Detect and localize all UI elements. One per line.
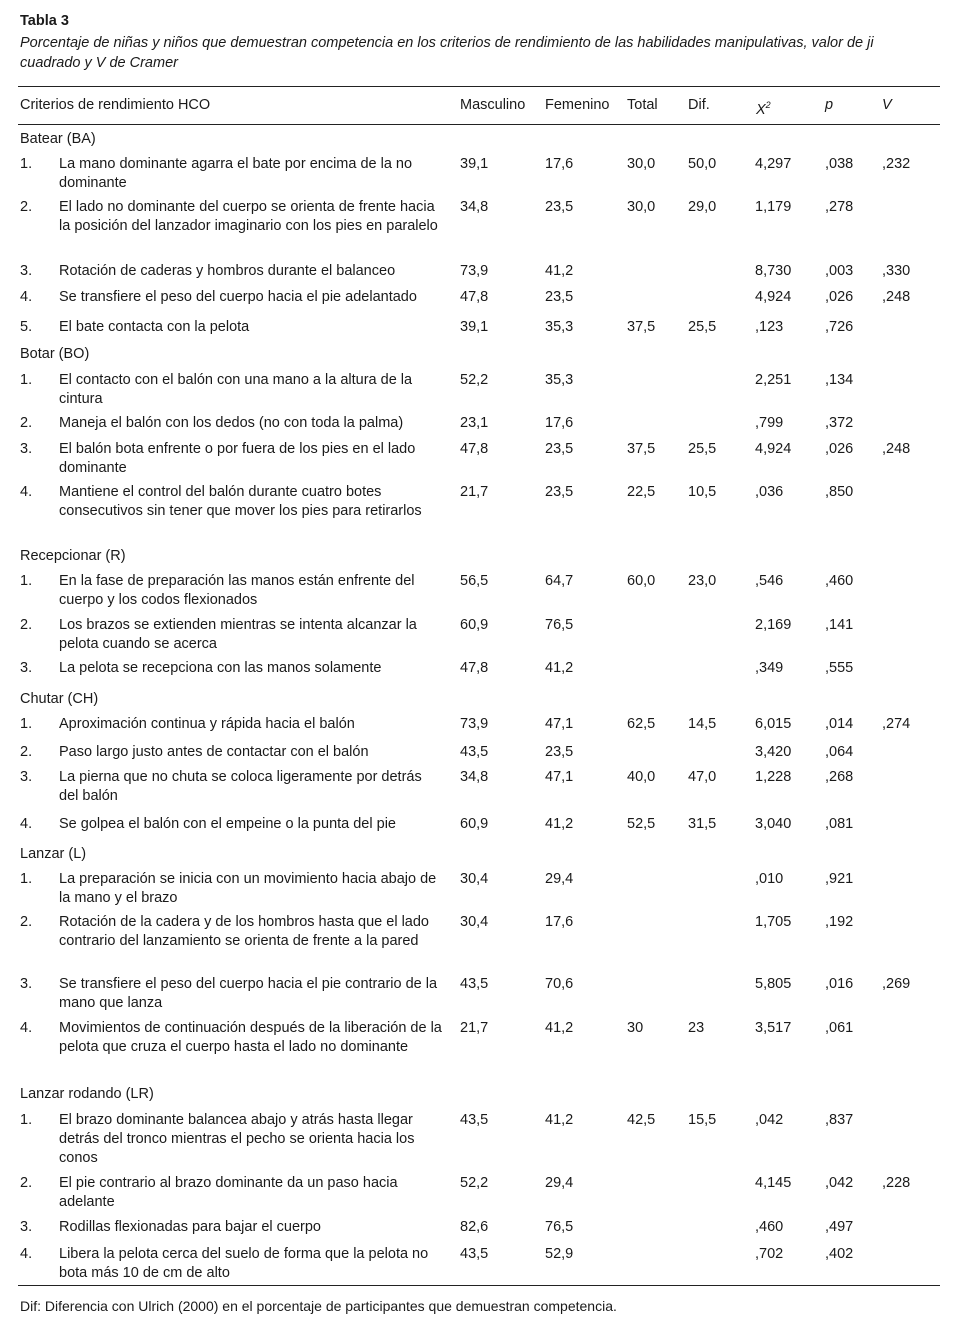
- cell-fem: 47,1: [545, 716, 574, 732]
- cell-p: ,555: [825, 660, 854, 676]
- cell-n: 3.: [20, 1219, 33, 1235]
- top-rule: [18, 86, 940, 87]
- cell-n: 4.: [20, 1246, 33, 1262]
- cell-masc: 43,5: [460, 1112, 489, 1128]
- section-title: Batear (BA): [20, 131, 96, 147]
- cell-desc: El brazo dominante balancea abajo y atrás hasta llegar detrás del tronco mientras el pecho se orienta hacia los conos: [59, 1112, 415, 1167]
- cell-chi: ,042: [755, 1112, 784, 1128]
- cell-n: 3.: [20, 976, 33, 992]
- cell-desc: Rotación de caderas y hombros durante el balanceo: [59, 263, 396, 279]
- cell-fem: 23,5: [545, 744, 574, 760]
- cell-desc: Mantiene el control del balón durante cuatro botes consecutivos sin tener que mover los pies para retirarlos: [59, 484, 422, 520]
- cell-total: 60,0: [627, 573, 656, 589]
- header-dif: Dif.: [688, 97, 710, 113]
- cell-chi: 8,730: [755, 263, 792, 279]
- table-caption: Porcentaje de niñas y niños que demuestran competencia en los criterios de rendimiento de las habilidades manipulativas, valor de ji cuadrado y V de Cramer: [20, 35, 874, 71]
- cell-fem: 17,6: [545, 415, 574, 431]
- cell-chi: 3,420: [755, 744, 792, 760]
- cell-desc: La pelota se recepciona con las manos solamente: [59, 660, 382, 676]
- cell-p: ,026: [825, 441, 854, 457]
- cell-fem: 23,5: [545, 199, 574, 215]
- cell-desc: Aproximación continua y rápida hacia el balón: [59, 716, 355, 732]
- cell-n: 4.: [20, 816, 33, 832]
- cell-masc: 21,7: [460, 1020, 489, 1036]
- cell-fem: 64,7: [545, 573, 574, 589]
- header-criteria: Criterios de rendimiento HCO: [20, 97, 211, 113]
- cell-masc: 21,7: [460, 484, 489, 500]
- cell-n: 3.: [20, 263, 33, 279]
- cell-chi: 2,251: [755, 372, 792, 388]
- bottom-rule: [18, 1285, 940, 1286]
- cell-fem: 23,5: [545, 289, 574, 305]
- cell-total: 40,0: [627, 769, 656, 785]
- section-title: Botar (BO): [20, 346, 90, 362]
- cell-desc: Movimientos de continuación después de la liberación de la pelota que cruza el cuerpo hasta el lado no dominante: [59, 1020, 442, 1056]
- cell-masc: 60,9: [460, 617, 489, 633]
- cell-p: ,372: [825, 415, 854, 431]
- cell-desc: El balón bota enfrente o por fuera de los pies en el lado dominante: [59, 441, 416, 477]
- cell-chi: ,460: [755, 1219, 784, 1235]
- cell-desc: Rodillas flexionadas para bajar el cuerpo: [59, 1219, 321, 1235]
- cell-fem: 23,5: [545, 484, 574, 500]
- cell-masc: 52,2: [460, 372, 489, 388]
- cell-masc: 39,1: [460, 319, 489, 335]
- cell-desc: La pierna que no chuta se coloca ligeramente por detrás del balón: [59, 769, 422, 805]
- header-chi-base: X: [756, 102, 766, 118]
- section-title: Chutar (CH): [20, 691, 99, 707]
- cell-v: ,232: [882, 156, 911, 172]
- cell-dif: 23,0: [688, 573, 717, 589]
- cell-v: ,269: [882, 976, 911, 992]
- cell-n: 2.: [20, 617, 33, 633]
- cell-fem: 29,4: [545, 871, 574, 887]
- cell-chi: ,799: [755, 415, 784, 431]
- section-title: Lanzar rodando (LR): [20, 1086, 154, 1102]
- cell-p: ,497: [825, 1219, 854, 1235]
- cell-masc: 34,8: [460, 769, 489, 785]
- cell-desc: En la fase de preparación las manos están enfrente del cuerpo y los codos flexionados: [59, 573, 415, 609]
- cell-fem: 76,5: [545, 1219, 574, 1235]
- cell-masc: 82,6: [460, 1219, 489, 1235]
- cell-p: ,278: [825, 199, 854, 215]
- cell-n: 2.: [20, 1175, 33, 1191]
- cell-n: 1.: [20, 716, 33, 732]
- cell-n: 4.: [20, 1020, 33, 1036]
- cell-masc: 73,9: [460, 263, 489, 279]
- cell-n: 4.: [20, 289, 33, 305]
- cell-chi: ,702: [755, 1246, 784, 1262]
- cell-masc: 43,5: [460, 1246, 489, 1262]
- cell-dif: 25,5: [688, 441, 717, 457]
- cell-p: ,061: [825, 1020, 854, 1036]
- cell-desc: La mano dominante agarra el bate por encima de la no dominante: [59, 156, 413, 192]
- cell-masc: 39,1: [460, 156, 489, 172]
- cell-v: ,274: [882, 716, 911, 732]
- cell-fem: 76,5: [545, 617, 574, 633]
- cell-masc: 30,4: [460, 914, 489, 930]
- cell-n: 1.: [20, 871, 33, 887]
- cell-n: 3.: [20, 660, 33, 676]
- cell-v: ,330: [882, 263, 911, 279]
- cell-fem: 41,2: [545, 263, 574, 279]
- cell-desc: La preparación se inicia con un movimiento hacia abajo de la mano y el brazo: [59, 871, 437, 907]
- cell-fem: 29,4: [545, 1175, 574, 1191]
- header-rule: [18, 124, 940, 125]
- cell-n: 1.: [20, 1112, 33, 1128]
- cell-desc: Se golpea el balón con el empeine o la punta del pie: [59, 816, 396, 832]
- cell-dif: 23: [688, 1020, 705, 1036]
- cell-fem: 17,6: [545, 914, 574, 930]
- cell-chi: 4,924: [755, 441, 792, 457]
- cell-total: 30,0: [627, 156, 656, 172]
- section-title: Lanzar (L): [20, 846, 87, 862]
- cell-desc: El lado no dominante del cuerpo se orienta de frente hacia la posición del lanzador imaginario con los pies en paralelo: [59, 199, 438, 235]
- cell-v: ,248: [882, 441, 911, 457]
- cell-n: 1.: [20, 372, 33, 388]
- cell-total: 30,0: [627, 199, 656, 215]
- cell-chi: 1,179: [755, 199, 792, 215]
- cell-dif: 14,5: [688, 716, 717, 732]
- cell-dif: 50,0: [688, 156, 717, 172]
- cell-masc: 73,9: [460, 716, 489, 732]
- cell-fem: 41,2: [545, 816, 574, 832]
- cell-v: ,228: [882, 1175, 911, 1191]
- cell-chi: 3,517: [755, 1020, 792, 1036]
- cell-chi: ,123: [755, 319, 784, 335]
- cell-n: 4.: [20, 484, 33, 500]
- cell-p: ,837: [825, 1112, 854, 1128]
- cell-masc: 47,8: [460, 660, 489, 676]
- cell-dif: 47,0: [688, 769, 717, 785]
- header-femenino: Femenino: [545, 97, 610, 113]
- cell-masc: 43,5: [460, 744, 489, 760]
- cell-chi: 1,705: [755, 914, 792, 930]
- cell-dif: 10,5: [688, 484, 717, 500]
- footnote: Dif: Diferencia con Ulrich (2000) en el porcentaje de participantes que demuestran competencia.: [20, 1298, 617, 1314]
- cell-p: ,192: [825, 914, 854, 930]
- cell-fem: 17,6: [545, 156, 574, 172]
- cell-chi: ,349: [755, 660, 784, 676]
- cell-fem: 41,2: [545, 1112, 574, 1128]
- cell-p: ,081: [825, 816, 854, 832]
- cell-total: 52,5: [627, 816, 656, 832]
- cell-chi: 4,924: [755, 289, 792, 305]
- cell-n: 2.: [20, 744, 33, 760]
- cell-v: ,248: [882, 289, 911, 305]
- cell-desc: Libera la pelota cerca del suelo de forma que la pelota no bota más 10 de cm de alto: [59, 1246, 429, 1282]
- cell-desc: Rotación de la cadera y de los hombros hasta que el lado contrario del lanzamiento se orienta de frente a la pared: [59, 914, 429, 950]
- cell-masc: 23,1: [460, 415, 489, 431]
- cell-n: 2.: [20, 199, 33, 215]
- cell-chi: ,036: [755, 484, 784, 500]
- cell-desc: Paso largo justo antes de contactar con el balón: [59, 744, 369, 760]
- cell-total: 62,5: [627, 716, 656, 732]
- cell-p: ,268: [825, 769, 854, 785]
- cell-p: ,026: [825, 289, 854, 305]
- cell-total: 22,5: [627, 484, 656, 500]
- cell-total: 42,5: [627, 1112, 656, 1128]
- cell-chi: 3,040: [755, 816, 792, 832]
- cell-desc: Maneja el balón con los dedos (no con toda la palma): [59, 415, 404, 431]
- cell-fem: 47,1: [545, 769, 574, 785]
- cell-p: ,014: [825, 716, 854, 732]
- cell-p: ,402: [825, 1246, 854, 1262]
- cell-n: 5.: [20, 319, 33, 335]
- cell-p: ,042: [825, 1175, 854, 1191]
- cell-masc: 30,4: [460, 871, 489, 887]
- cell-p: ,921: [825, 871, 854, 887]
- cell-chi: ,010: [755, 871, 784, 887]
- cell-fem: 35,3: [545, 372, 574, 388]
- cell-p: ,003: [825, 263, 854, 279]
- cell-chi: 5,805: [755, 976, 792, 992]
- cell-fem: 23,5: [545, 441, 574, 457]
- cell-n: 3.: [20, 769, 33, 785]
- header-chi-sup: 2: [765, 100, 771, 110]
- cell-p: ,141: [825, 617, 854, 633]
- cell-p: ,038: [825, 156, 854, 172]
- cell-dif: 25,5: [688, 319, 717, 335]
- cell-desc: El bate contacta con la pelota: [59, 319, 250, 335]
- cell-n: 2.: [20, 914, 33, 930]
- table-label: Tabla 3: [20, 13, 69, 29]
- cell-masc: 60,9: [460, 816, 489, 832]
- cell-dif: 15,5: [688, 1112, 717, 1128]
- cell-p: ,134: [825, 372, 854, 388]
- cell-total: 37,5: [627, 441, 656, 457]
- cell-chi: 2,169: [755, 617, 792, 633]
- cell-desc: Se transfiere el peso del cuerpo hacia el pie adelantado: [59, 289, 417, 305]
- cell-fem: 35,3: [545, 319, 574, 335]
- cell-masc: 52,2: [460, 1175, 489, 1191]
- cell-p: ,850: [825, 484, 854, 500]
- cell-n: 2.: [20, 415, 33, 431]
- cell-total: 30: [627, 1020, 644, 1036]
- cell-desc: El contacto con el balón con una mano a la altura de la cintura: [59, 372, 413, 408]
- cell-fem: 41,2: [545, 1020, 574, 1036]
- cell-chi: 4,297: [755, 156, 792, 172]
- cell-n: 1.: [20, 156, 33, 172]
- cell-chi: ,546: [755, 573, 784, 589]
- cell-chi: 1,228: [755, 769, 792, 785]
- cell-chi: 4,145: [755, 1175, 792, 1191]
- cell-n: 1.: [20, 573, 33, 589]
- cell-p: ,064: [825, 744, 854, 760]
- cell-fem: 52,9: [545, 1246, 574, 1262]
- cell-desc: Los brazos se extienden mientras se intenta alcanzar la pelota cuando se acerca: [59, 617, 417, 653]
- cell-masc: 56,5: [460, 573, 489, 589]
- cell-masc: 47,8: [460, 289, 489, 305]
- cell-p: ,016: [825, 976, 854, 992]
- cell-p: ,726: [825, 319, 854, 335]
- section-title: Recepcionar (R): [20, 548, 126, 564]
- cell-dif: 29,0: [688, 199, 717, 215]
- cell-desc: Se transfiere el peso del cuerpo hacia el pie contrario de la mano que lanza: [59, 976, 438, 1012]
- header-total: Total: [627, 97, 658, 113]
- cell-p: ,460: [825, 573, 854, 589]
- cell-fem: 70,6: [545, 976, 574, 992]
- cell-chi: 6,015: [755, 716, 792, 732]
- cell-total: 37,5: [627, 319, 656, 335]
- cell-desc: El pie contrario al brazo dominante da un paso hacia adelante: [59, 1175, 398, 1211]
- header-p: p: [825, 97, 834, 113]
- cell-dif: 31,5: [688, 816, 717, 832]
- cell-masc: 34,8: [460, 199, 489, 215]
- cell-masc: 43,5: [460, 976, 489, 992]
- header-v: V: [882, 97, 892, 113]
- header-masculino: Masculino: [460, 97, 526, 113]
- header-chi-square: [756, 96, 771, 120]
- cell-fem: 41,2: [545, 660, 574, 676]
- cell-n: 3.: [20, 441, 33, 457]
- cell-masc: 47,8: [460, 441, 489, 457]
